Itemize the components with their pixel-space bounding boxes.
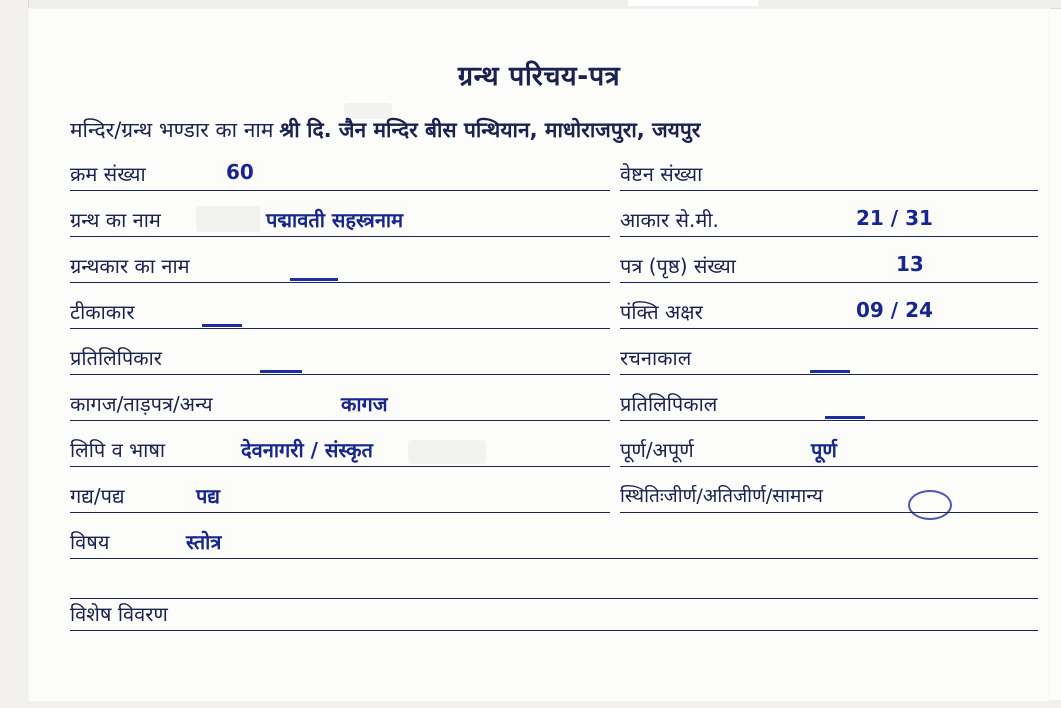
form-body bbox=[28, 8, 1050, 702]
field-rule bbox=[620, 190, 1038, 191]
condition-label: स्थितिःजीर्ण/अतिजीर्ण/सामान्य bbox=[620, 482, 829, 508]
field-row-material bbox=[70, 390, 610, 434]
copyist-ink-dash bbox=[260, 370, 302, 373]
field-rule bbox=[70, 236, 610, 237]
field-rule bbox=[620, 328, 1038, 329]
completeness-value: पूर्ण bbox=[805, 436, 843, 463]
script-language-label: लिपि व भाषा bbox=[70, 436, 171, 463]
field-row-author-name bbox=[70, 252, 610, 296]
field-row-script-language bbox=[70, 436, 610, 480]
script-language-value: देवनागरी / संस्कृत bbox=[235, 436, 379, 463]
folio-count-value: 13 bbox=[890, 252, 930, 276]
field-rule bbox=[70, 558, 1038, 559]
temple-name-label: मन्दिर/ग्रन्थ भण्डार का नाम bbox=[70, 118, 274, 142]
composition-date-ink-dash bbox=[810, 370, 850, 373]
field-rule bbox=[70, 630, 1038, 631]
prose-verse-value: पद्य bbox=[190, 482, 226, 509]
field-rule bbox=[620, 374, 1038, 375]
field-row-folio-count bbox=[620, 252, 1038, 296]
field-rule bbox=[620, 512, 1038, 513]
composition-date-label: रचनाकाल bbox=[620, 344, 697, 371]
field-rule bbox=[70, 282, 610, 283]
field-rule bbox=[70, 420, 610, 421]
scan-left-edge bbox=[0, 0, 29, 708]
field-rule bbox=[70, 598, 1038, 599]
field-row-completeness bbox=[620, 436, 1038, 480]
field-row-size-cm bbox=[620, 206, 1038, 250]
field-row-manuscript-name bbox=[70, 206, 610, 250]
size-cm-value: 21 / 31 bbox=[850, 206, 939, 230]
author-name-ink-dash bbox=[290, 278, 338, 281]
field-rule bbox=[620, 282, 1038, 283]
field-row-copy-date bbox=[620, 390, 1038, 434]
field-rule bbox=[70, 374, 610, 375]
field-row-composition-date bbox=[620, 344, 1038, 388]
field-rule bbox=[70, 466, 610, 467]
field-rule bbox=[620, 420, 1038, 421]
field-row-copyist bbox=[70, 344, 610, 388]
commentator-ink-dash bbox=[202, 324, 242, 327]
manuscript-name-value: पद्मावती सहस्त्रनाम bbox=[260, 206, 409, 233]
field-row-special-remarks bbox=[70, 600, 1038, 644]
copyist-label: प्रतिलिपिकार bbox=[70, 344, 168, 371]
scan-top-notch bbox=[628, 0, 758, 6]
field-rule bbox=[70, 512, 610, 513]
completeness-label: पूर्ण/अपूर्ण bbox=[620, 436, 700, 463]
field-rule bbox=[620, 466, 1038, 467]
material-value: कागज bbox=[335, 390, 394, 417]
prose-verse-label: गद्य/पद्य bbox=[70, 482, 131, 509]
lines-letters-value: 09 / 24 bbox=[850, 298, 939, 322]
manuscript-name-label: ग्रन्थ का नाम bbox=[70, 206, 167, 233]
field-row-serial-number bbox=[70, 160, 610, 204]
field-rule bbox=[620, 236, 1038, 237]
field-row-commentator bbox=[70, 298, 610, 342]
copy-date-label: प्रतिलिपिकाल bbox=[620, 390, 723, 417]
field-rule bbox=[70, 190, 610, 191]
field-rule bbox=[70, 328, 610, 329]
wrapper-number-label: वेष्टन संख्या bbox=[620, 160, 708, 187]
page-title: ग्रन्थ परिचय-पत्र bbox=[457, 61, 621, 92]
field-row-subject bbox=[70, 528, 1038, 572]
field-row-prose-verse bbox=[70, 482, 610, 526]
size-cm-label: आकार से.मी. bbox=[620, 206, 725, 233]
field-row-condition bbox=[620, 482, 1038, 526]
folio-count-label: पत्र (पृष्ठ) संख्या bbox=[620, 252, 742, 279]
serial-number-value: 60 bbox=[220, 160, 260, 184]
serial-number-label: क्रम संख्या bbox=[70, 160, 152, 187]
field-row-wrapper-number bbox=[620, 160, 1038, 204]
copy-date-ink-dash bbox=[825, 416, 865, 419]
temple-name-row bbox=[70, 116, 1030, 144]
subject-value: स्तोत्र bbox=[180, 528, 227, 555]
temple-name-value: श्री दि. जैन मन्दिर बीस पन्थियान, माधोराजपुरा, जयपुर bbox=[279, 118, 701, 142]
special-remarks-label: विशेष विवरण bbox=[70, 600, 174, 627]
material-label: कागज/ताड़पत्र/अन्य bbox=[70, 390, 219, 417]
author-name-label: ग्रन्थकार का नाम bbox=[70, 252, 196, 279]
field-row-lines-letters bbox=[620, 298, 1038, 342]
subject-label: विषय bbox=[70, 528, 115, 555]
lines-letters-label: पंक्ति अक्षर bbox=[620, 298, 709, 325]
commentator-label: टीकाकार bbox=[70, 298, 141, 325]
